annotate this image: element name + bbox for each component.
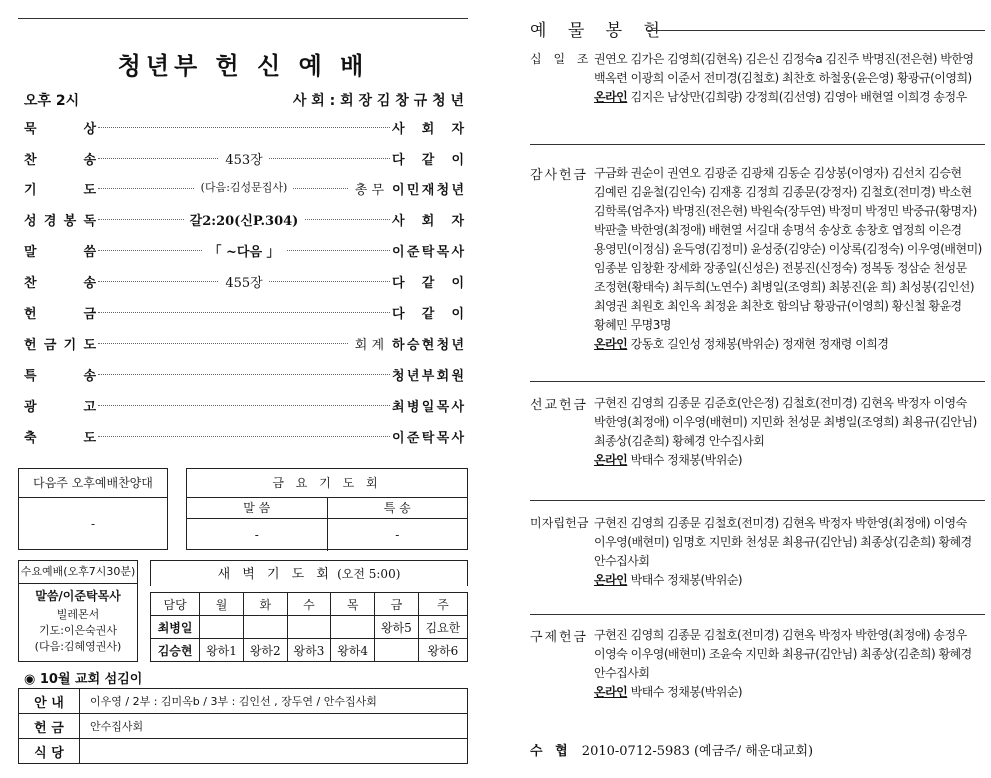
leader-dots — [98, 405, 390, 406]
order-role: 총 무 — [349, 179, 390, 198]
section-divider — [530, 500, 985, 501]
right-page — [530, 16, 985, 776]
order-person: 청 년 부 회 원 — [392, 369, 464, 384]
offering-label: 감 사 헌 금 — [530, 168, 586, 183]
order-role: 회 계 — [349, 334, 390, 353]
dawn-col-header: 주 — [418, 593, 467, 616]
wednesday-next-prayer: (다음:김혜영권사) — [34, 640, 122, 653]
dawn-cell: 왕하3 — [287, 639, 331, 662]
order-row — [24, 303, 464, 321]
dawn-col-header: 화 — [243, 593, 287, 616]
leader-dots — [98, 374, 390, 375]
offering-label: 십 일 조 — [530, 52, 588, 66]
friday-col-sermon: 말 씀 — [187, 498, 328, 518]
order-detail: (다음:김성문집사) — [98, 179, 390, 195]
order-label: 성 경 봉 독 — [24, 214, 96, 229]
online-label: 온라인 — [594, 453, 628, 467]
offering-names — [594, 164, 985, 354]
service-month-header: ◉ 10월 교회 섬김이 — [24, 672, 143, 687]
order-person: 이 준 탁 목 사 — [392, 431, 464, 446]
friday-prayer-cols — [187, 498, 467, 519]
dawn-col-header: 담당 — [151, 593, 200, 616]
offering-label: 구 제 헌 금 — [530, 630, 586, 645]
order-row — [24, 149, 464, 167]
order-detail: 455장 — [98, 272, 390, 291]
order-person: 다 같 이 — [392, 276, 464, 291]
online-line — [594, 335, 985, 354]
leader-dots — [98, 436, 390, 437]
friday-prayer-box — [186, 468, 468, 550]
table-row — [151, 639, 468, 662]
order-person: 다 같 이 — [392, 153, 464, 168]
offering-names — [594, 394, 985, 470]
table-row — [19, 689, 468, 714]
order-person: 이 민 재 청 년 — [392, 183, 464, 198]
friday-val-sermon: - — [187, 519, 328, 551]
online-names: 박태수 정채봉(박위순) — [627, 573, 743, 587]
order-person: 하 승 현 청 년 — [392, 338, 464, 353]
dawn-cell: 최병일 — [151, 616, 200, 639]
dawn-col-header: 수 — [287, 593, 331, 616]
order-person: 이 준 탁 목 사 — [392, 245, 464, 260]
table-row — [151, 616, 468, 639]
offering-text: 구현진 김영희 김종문 김철호(전미경) 김현옥 박정자 박한영(최정애) 이영숙 이우영(배현미) 임명호 지민화 천성문 최용규(김안님) 최종상(김춘희) 황혜경 안수집사회 — [594, 516, 972, 568]
online-label: 온라인 — [594, 573, 628, 587]
service-month-table — [18, 688, 468, 764]
online-label: 온라인 — [594, 685, 628, 699]
leader-dots — [98, 127, 390, 128]
dawn-col-header: 월 — [200, 593, 244, 616]
offering-names — [594, 626, 985, 702]
offering-names — [594, 50, 985, 107]
left-page — [18, 18, 468, 773]
wednesday-service-box — [18, 560, 138, 662]
section-divider — [530, 614, 985, 615]
order-row — [24, 427, 464, 445]
online-names: 강동호 길인성 정채봉(박위순) 정재현 정재령 이희경 — [627, 337, 889, 351]
online-line — [594, 571, 985, 590]
order-person: 사 회 자 — [392, 122, 464, 137]
serve-value: 안수집사회 — [80, 714, 468, 739]
dawn-cell — [200, 616, 244, 639]
table-row — [19, 714, 468, 739]
friday-col-special: 특 송 — [383, 501, 411, 515]
order-row — [24, 210, 464, 228]
offering-text: 권연오 김가은 김영희(김현옥) 김은신 김정숙a 김진주 박명진(전은현) 박한영 백옥련 이광희 이준서 전미경(김철호) 최찬호 하철웅(윤은영) 황광규(이영희) — [594, 52, 974, 85]
order-label: 기 도 — [24, 183, 96, 198]
online-line — [594, 451, 985, 470]
wednesday-prayer: 기도:이은숙권사 — [38, 624, 118, 637]
online-line — [594, 683, 985, 702]
next-choir-header: 다음주 오후예배찬양대 — [19, 469, 167, 498]
dawn-cell: 왕하1 — [200, 639, 244, 662]
dawn-cell: 왕하4 — [331, 639, 375, 662]
leader-dots — [98, 343, 390, 344]
dawn-prayer-header: 새 벽 기 도 회 — [217, 567, 333, 582]
order-label: 특 송 — [24, 369, 96, 384]
dawn-cell — [287, 616, 331, 639]
dawn-cell: 김요한 — [418, 616, 467, 639]
offering-names — [594, 514, 985, 590]
order-detail: 갈2:20(신P.304) — [98, 210, 390, 229]
dawn-cell: 김승현 — [151, 639, 200, 662]
dawn-cell: 왕하5 — [375, 616, 419, 639]
serve-label: 식 당 — [19, 739, 80, 764]
order-detail: 453장 — [98, 149, 390, 168]
order-person: 사 회 자 — [392, 214, 464, 229]
online-line — [594, 88, 985, 107]
online-names: 박태수 정채봉(박위순) — [627, 453, 743, 467]
order-row — [24, 241, 464, 259]
dawn-cell — [331, 616, 375, 639]
order-row — [24, 334, 464, 352]
top-divider — [18, 18, 468, 19]
wednesday-header: 수요예배(오후7시30분) — [19, 561, 137, 584]
order-label: 광 고 — [24, 400, 96, 415]
online-label: 온라인 — [594, 337, 628, 351]
dawn-cell — [375, 639, 419, 662]
offering-label: 미 자 립 헌 금 — [530, 516, 588, 530]
serve-label: 헌 금 — [19, 714, 80, 739]
offerings-divider — [648, 30, 985, 31]
order-label: 헌 금 기 도 — [24, 338, 96, 353]
offerings-title: 예 물 봉 헌 — [530, 21, 668, 41]
offering-label: 선 교 헌 금 — [530, 398, 586, 413]
service-title: 청년부 헌 신 예 배 — [117, 51, 369, 80]
offering-text: 구현진 김영희 김종문 김준호(안은정) 김철호(전미경) 김현옥 박정자 이영숙 박한영(최정애) 이우영(배현미) 지민화 천성문 최병일(조영희) 최용규(김안님) 최종상(김춘희) 황혜경 안수집사회 — [594, 396, 977, 448]
dawn-cell — [243, 616, 287, 639]
dawn-prayer-time: (오전 5:00) — [337, 567, 401, 581]
offering-text: 구현진 김영희 김종문 김철호(전미경) 김현옥 박정자 박한영(최정애) 송정우 이영숙 이우영(배현미) 조윤숙 지민화 최용규(김안님) 최종상(김춘희) 황혜경 안수집사회 — [594, 628, 972, 680]
account-line — [530, 740, 813, 759]
order-person: 최 병 일 목 사 — [392, 400, 464, 415]
order-label: 말 씀 — [24, 245, 96, 260]
wednesday-speaker: 말씀/이준탁목사 — [35, 589, 121, 603]
order-label: 찬 송 — [24, 153, 96, 168]
account-number: 2010-0712-5983 (예금주/ 해운대교회) — [581, 744, 814, 759]
table-row — [19, 739, 468, 764]
dawn-col-header: 금 — [375, 593, 419, 616]
section-divider — [530, 381, 985, 382]
serve-value: 이우영 / 2부 : 김미옥b / 3부 : 김인선 , 장두연 / 안수집사회 — [80, 689, 468, 714]
serve-value — [80, 739, 468, 764]
dawn-col-header: 목 — [331, 593, 375, 616]
online-names: 박태수 정채봉(박위순) — [627, 685, 743, 699]
friday-prayer-values — [187, 519, 467, 551]
order-label: 찬 송 — [24, 276, 96, 291]
online-names: 김지은 남상만(김희량) 강정희(김선영) 김영아 배현열 이희경 송정우 — [627, 90, 967, 104]
order-label: 묵 상 — [24, 122, 96, 137]
online-label: 온라인 — [594, 90, 628, 104]
leader-dots — [98, 312, 390, 313]
service-host: 사 회 : 회 장 김 창 규 청 년 — [292, 93, 464, 109]
order-person: 다 같 이 — [392, 307, 464, 322]
dawn-cell: 왕하2 — [243, 639, 287, 662]
dawn-prayer-table — [150, 592, 468, 662]
order-row — [24, 179, 464, 197]
order-row — [24, 118, 464, 136]
section-divider — [530, 144, 985, 145]
wednesday-text: 빌레몬서 — [56, 608, 100, 621]
order-row — [24, 272, 464, 290]
account-label: 수 협 — [530, 744, 572, 759]
dawn-cell: 왕하6 — [418, 639, 467, 662]
next-choir-value: - — [90, 517, 96, 531]
order-label: 헌 금 — [24, 307, 96, 322]
order-row — [24, 396, 464, 414]
next-choir-box — [18, 468, 168, 550]
friday-prayer-header: 금 요 기 도 회 — [187, 469, 467, 498]
service-time: 오후 2시 — [24, 93, 80, 109]
dawn-prayer-box — [150, 560, 468, 586]
order-detail: 「 ~다음 」 — [98, 241, 390, 260]
serve-label: 안 내 — [19, 689, 80, 714]
offering-text: 구금화 권순이 권연오 김광준 김광채 김동순 김상봉(이영자) 김선치 김승현 김예린 김윤철(김인숙) 김재홍 김정희 김종문(강정자) 김철호(전미경) 박소현 김학록(엄추자) 박명진(전은현) 박원숙(장두연) 박정미 박정민 박중규(황명자) 박판출 박한영(최정애) 배현열 서길대 송명석 송상호 송창호 엽정희 이은경 용영민(이정심) 윤득영(김정미) 윤성중(김양순) 이상록(김정숙) 이우영(배현미) 임종분 임창환 장세화 장종일(신성은) 전봉진(신정숙) 정복동 정삼순 천성문 조정현(황태숙) 최두희(노연수) 최병일(조영희) 최봉진(윤 희) 최성봉(김인선) 최영권 최원호 최인옥 최정윤 최찬호 함의남 황광규(이영희) 황신철 황윤경 황혜민 무명3명 — [594, 166, 982, 332]
order-label: 축 도 — [24, 431, 96, 446]
order-row — [24, 365, 464, 383]
friday-val-special: - — [395, 528, 400, 542]
